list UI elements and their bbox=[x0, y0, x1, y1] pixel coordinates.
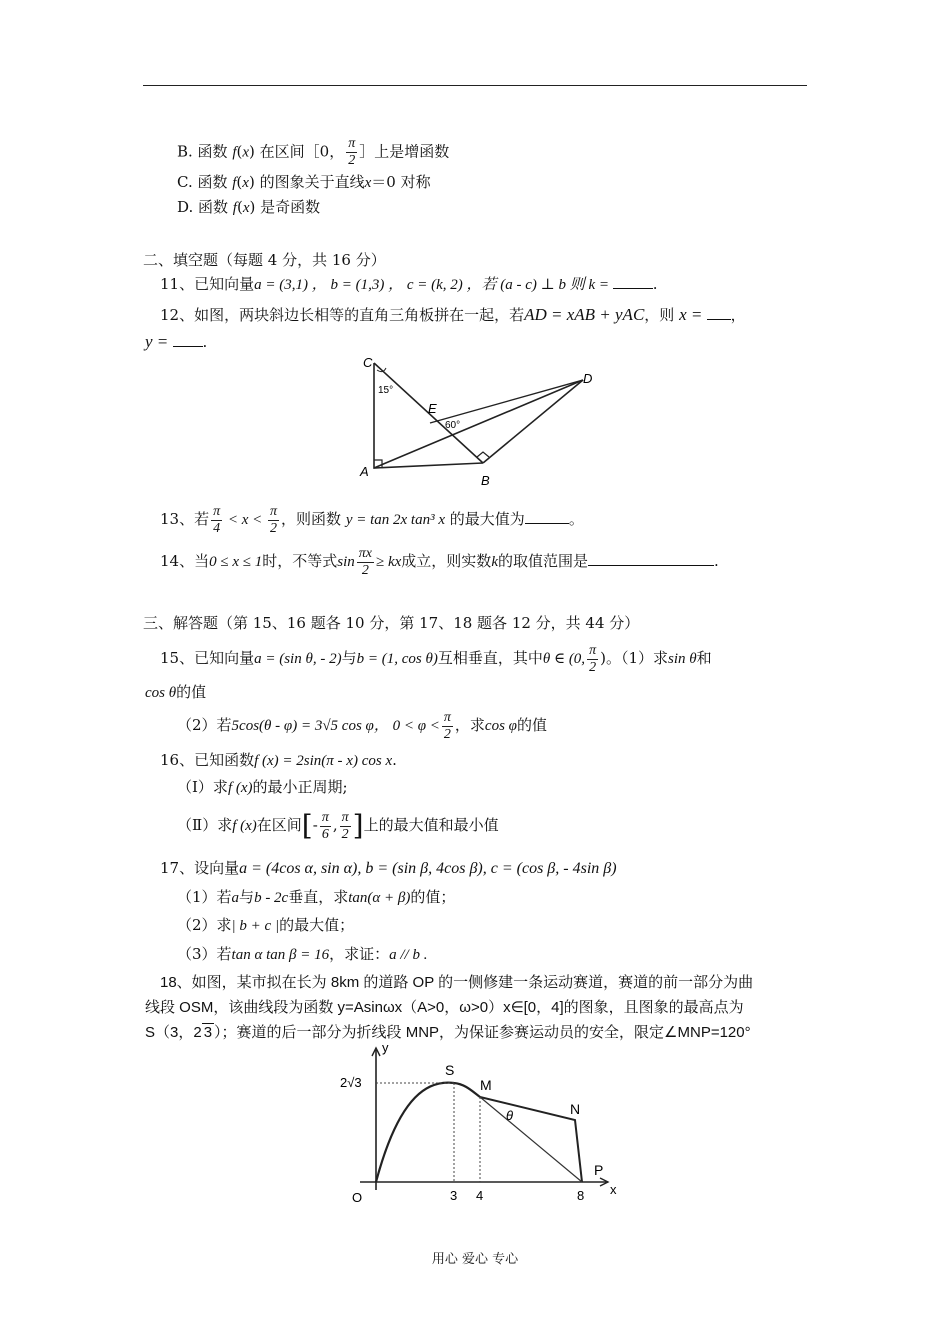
question-13: 13、若 $\frac{\pi}{4}$ < x < $\frac{\pi}{2}$ ，则函数 y = tan 2x tan³ x 的最大值为 。 bbox=[160, 503, 584, 536]
label-e: E bbox=[428, 401, 437, 416]
label-angle-15: 15° bbox=[378, 385, 394, 396]
label-theta: θ bbox=[506, 1108, 514, 1123]
segment-ad bbox=[374, 380, 583, 468]
label-s: S bbox=[445, 1062, 455, 1078]
label-m: M bbox=[480, 1077, 492, 1093]
question-12-y: y = . bbox=[145, 332, 208, 351]
label-angle-60: 60° bbox=[445, 420, 461, 431]
tick-label-y: 2√3 bbox=[340, 1075, 362, 1090]
question-16-part1: （Ⅰ）求f (x)的最小正周期; bbox=[177, 778, 348, 796]
question-18-line2: 线段 OSM，该曲线段为函数 y=Asinωx（A>0，ω>0）x∈[0，4]的图象，且图象的最高点为 bbox=[145, 999, 744, 1016]
section3-heading: 三、解答题（第 15、16 题各 10 分，第 17、18 题各 12 分，共 44 分） bbox=[143, 614, 640, 632]
section2-heading: 二、填空题（每题 4 分，共 16 分） bbox=[143, 251, 386, 269]
label-d: D bbox=[583, 371, 593, 386]
curve-osm bbox=[376, 1083, 480, 1182]
segment-ed bbox=[430, 380, 583, 423]
tick-label-3: 3 bbox=[450, 1188, 458, 1203]
question-15-line2: cos θ的值 bbox=[145, 683, 207, 701]
question-17-part1: （1）若a与b - 2c垂直，求tan(α + β)的值； bbox=[177, 888, 456, 906]
option-d: D. 函数 f(x) 是奇函数 bbox=[177, 198, 321, 216]
axis-label-x: x bbox=[610, 1182, 617, 1197]
label-c: C bbox=[363, 355, 373, 370]
tick-label-4: 4 bbox=[476, 1188, 484, 1203]
option-c: C. 函数 f(x) 的图象关于直线x＝0 对称 bbox=[177, 173, 431, 191]
option-b: B. 函数 f(x) 在区间［0， $\frac{\pi}{2}$ ］上是增函数 bbox=[177, 136, 450, 168]
question-17-part2: （2）求| b + c |的最大值； bbox=[177, 916, 355, 934]
page-footer: 用心 爱心 专心 bbox=[431, 1252, 519, 1267]
label-o: O bbox=[352, 1190, 363, 1205]
question-17-part3: （3）若tan α tan β = 16，求证：a // b . bbox=[177, 945, 428, 963]
question-18-line1: 18、如图，某市拟在长为 8km 的道路 OP 的一侧修建一条运动赛道，赛道的前一部分为曲 bbox=[160, 974, 754, 991]
triangle-figure bbox=[355, 350, 605, 490]
track-figure bbox=[330, 1042, 630, 1214]
question-15: 15、已知向量a = (sin θ, - 2)与b = (1, cos θ)互相垂直，其中θ ∈ (0, $\frac{\pi}{2}$ )。（1）求sin θ和 bbox=[160, 642, 712, 675]
question-18-line3: S（3，2 3 ）；赛道的后一部分为折线段 MNP，为保证参赛运动员的安全，限定∠MNP=120° bbox=[145, 1024, 751, 1041]
question-16: 16、已知函数f (x) = 2sin(π - x) cos x. bbox=[160, 751, 397, 769]
label-p: P bbox=[594, 1162, 604, 1178]
label-n: N bbox=[570, 1101, 581, 1117]
question-14: 14、当0 ≤ x ≤ 1时，不等式sin $\frac{\pi x}{2}$ ≥ kx成立，则实数k的取值范围是 . bbox=[160, 545, 719, 578]
label-a: A bbox=[360, 464, 369, 479]
label-b: B bbox=[481, 473, 490, 488]
tick-label-8: 8 bbox=[577, 1188, 585, 1203]
segment-bd bbox=[483, 380, 583, 463]
question-17: 17、设向量a = (4cos α, sin α), b = (sin β, 4cos β), c = (cos β, - 4sin β) bbox=[160, 859, 617, 877]
question-12: 12、如图，两块斜边长相等的直角三角板拼在一起，若AD = xAB + yAC，则 x = ， bbox=[160, 305, 746, 324]
question-15-part2: （2）若5cos(θ - φ) = 3√5 cos φ， 0 < φ < $\frac{\pi}{2}$ ，求cos φ的值 bbox=[177, 709, 547, 742]
right-angle-b bbox=[477, 452, 489, 457]
question-16-part2: （Ⅱ）求f (x)在区间[- $\frac{\pi}{6}$ , $\frac{\pi}{2}$ ]上的最大值和最小值 bbox=[177, 809, 499, 842]
question-11: 11、已知向量a = (3,1) ， b = (1,3) ， c = (k, 2) ，若 (a - c) ⊥ b 则 k = . bbox=[160, 275, 658, 293]
header-rule bbox=[143, 85, 807, 86]
axis-label-y: y bbox=[382, 1042, 389, 1055]
